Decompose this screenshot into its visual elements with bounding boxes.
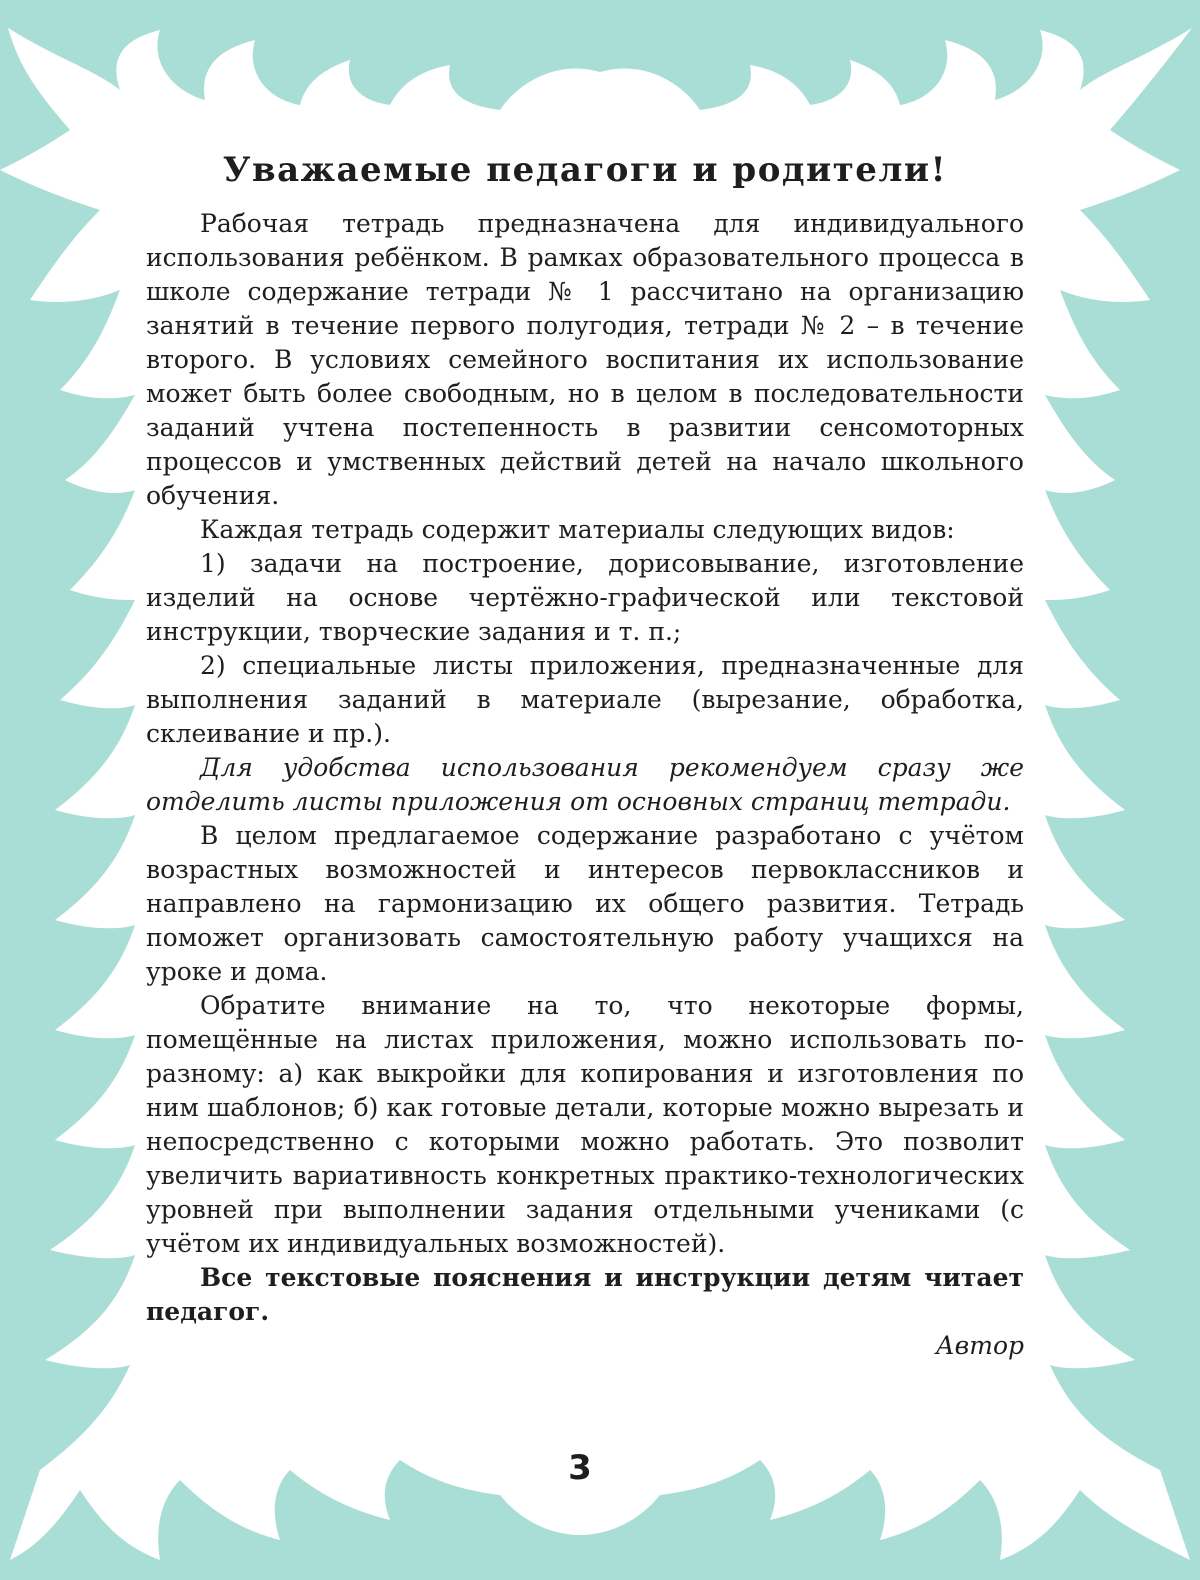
paragraph-forms-usage: Обратите внимание на то, что некоторые формы, помещённые на листах приложения, можно использовать по-разному: а) как выкройки для копирования и изготовления по ним шаблонов; б) как готовые детали, которые можно вырезать и непосредственно с которыми можно работать. Это позволит увеличить вариативность конкретных практико-технологических уровней при выполнении задания отдельными учениками (с учётом их индивидуальных возможностей). xyxy=(146,990,1024,1258)
paragraph-teacher-note: Все текстовые пояснения и инструкции детям читает педагог. xyxy=(146,1262,1024,1326)
page-number: 3 xyxy=(568,1448,592,1488)
paragraph-recommendation: Для удобства использования рекомендуем сразу же отделить листы приложения от основных страниц тетради. xyxy=(146,752,1024,816)
paragraph-materials-item-1: 1) задачи на построение, дорисовывание, изготовление изделий на основе чертёжно-графической или текстовой инструкции, творческие задания и т. п.; xyxy=(146,548,1024,646)
text-column xyxy=(146,150,1024,1363)
paragraph-purpose: Рабочая тетрадь предназначена для индивидуального использования ребёнком. В рамках образовательного процесса в школе содержание тетради № 1 рассчитано на организацию занятий в течение первого полугодия, тетради № 2 – в течение второго. В условиях семейного воспитания их использование может быть более свободным, но в целом в последовательности заданий учтена постепенность в развитии сенсомоторных процессов и умственных действий детей на начало школьного обучения. xyxy=(146,208,1024,510)
paragraph-content-summary: В целом предлагаемое содержание разработано с учётом возрастных возможностей и интересов первоклассников и направлено на гармонизацию их общего развития. Тетрадь поможет организовать самостоятельную работу учащихся на уроке и дома. xyxy=(146,820,1024,986)
paragraph-materials-item-2: 2) специальные листы приложения, предназначенные для выполнения заданий в материале (вырезание, обработка, склеивание и пр.). xyxy=(146,650,1024,748)
paragraph-materials-intro: Каждая тетрадь содержит материалы следующих видов: xyxy=(200,514,955,544)
page-title: Уважаемые педагоги и родители! xyxy=(222,150,948,190)
author-signature: Автор xyxy=(935,1330,1024,1360)
